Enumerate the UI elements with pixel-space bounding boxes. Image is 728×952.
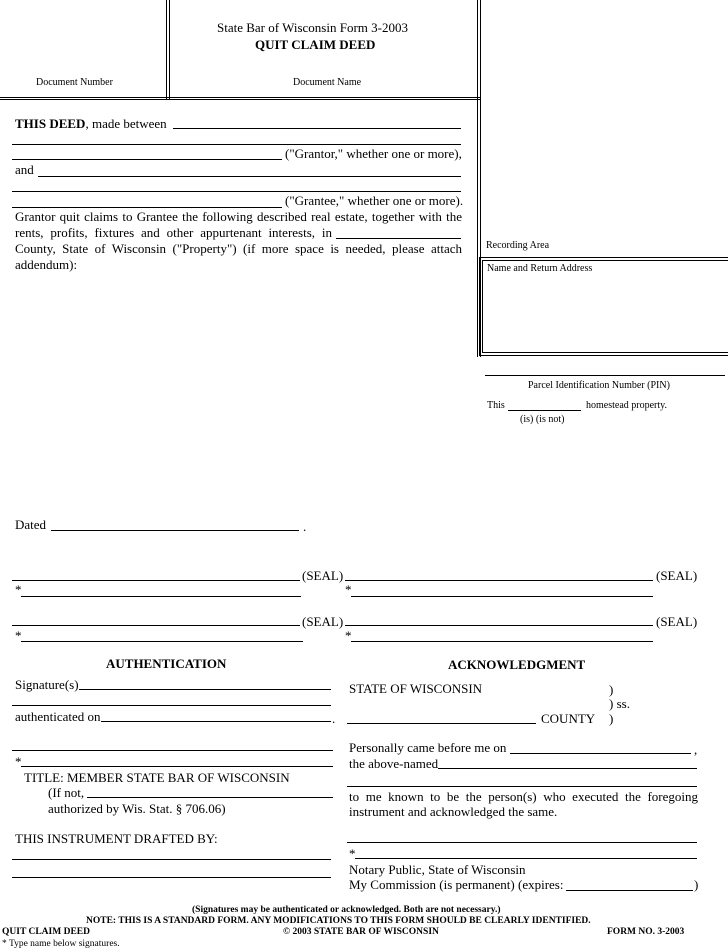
- made-between-input-line[interactable]: [173, 128, 461, 129]
- homestead-label: homestead property.: [586, 400, 667, 411]
- footer-type-name-note: * Type name below signatures.: [2, 939, 120, 949]
- grantee-note: ("Grantee," whether one or more).: [285, 193, 464, 208]
- drafted-by-input-line-1[interactable]: [12, 859, 331, 860]
- document-number-label: Document Number: [36, 77, 113, 88]
- ack-above-named-input-line[interactable]: [438, 768, 697, 769]
- typed-name-line-3[interactable]: [21, 641, 303, 642]
- ack-county-input-line[interactable]: [347, 723, 536, 724]
- typed-name-line-1[interactable]: [21, 596, 301, 597]
- signature-line-2[interactable]: [345, 580, 653, 581]
- footer-standard-form-note: NOTE: THIS IS A STANDARD FORM. ANY MODIFICATIONS TO THIS FORM SHOULD BE CLEARLY IDENTIFIED.: [86, 916, 591, 926]
- header-divider-left: [166, 0, 167, 99]
- drafted-by-label: THIS INSTRUMENT DRAFTED BY:: [15, 831, 218, 846]
- auth-asterisk: *: [15, 754, 22, 769]
- notary-label: Notary Public, State of Wisconsin: [349, 862, 526, 877]
- page-title: QUIT CLAIM DEED: [255, 37, 376, 52]
- footer-form-number: FORM NO. 3-2003: [607, 927, 685, 937]
- auth-authorized: authorized by Wis. Stat. § 706.06): [48, 801, 226, 816]
- auth-if-not: (If not,: [48, 785, 85, 800]
- header-bottom-rule-2: [0, 99, 480, 100]
- document-name-label: Document Name: [293, 77, 362, 88]
- signature-line-4[interactable]: [345, 625, 653, 626]
- ack-paren-1: ): [609, 682, 614, 697]
- grantee-input-line-3[interactable]: [12, 207, 282, 208]
- right-panel-divider: [477, 0, 478, 357]
- seal-label-2: (SEAL): [656, 568, 698, 583]
- homestead-input-line[interactable]: [508, 410, 581, 411]
- ack-above-named: the above-named: [349, 756, 439, 771]
- dated-period: .: [303, 519, 307, 534]
- name-return-label: Name and Return Address: [487, 263, 593, 274]
- authenticated-on-label: authenticated on: [15, 709, 101, 724]
- signature-line-1[interactable]: [12, 580, 300, 581]
- is-isnot-label: (is) (is not): [520, 414, 565, 425]
- auth-signatures-input-line[interactable]: [79, 689, 331, 690]
- county-input-line[interactable]: [336, 238, 461, 239]
- homestead-this-label: This: [487, 400, 505, 411]
- auth-name-line[interactable]: [21, 766, 333, 767]
- footer-copyright: © 2003 STATE BAR OF WISCONSIN: [283, 927, 439, 937]
- this-deed-bold: THIS DEED: [15, 116, 86, 131]
- auth-signer-line[interactable]: [12, 750, 333, 751]
- seal-label-3: (SEAL): [302, 614, 344, 629]
- ack-above-named-input-line-2[interactable]: [347, 786, 697, 787]
- auth-if-not-input-line[interactable]: [87, 797, 333, 798]
- ack-comma: ,: [694, 742, 698, 757]
- ack-known-line-2: instrument and acknowledged the same.: [349, 804, 558, 819]
- property-text-line-4: addendum):: [15, 257, 78, 272]
- property-text-line-1: Grantor quit claims to Grantee the following described real estate, together with the: [15, 209, 462, 224]
- this-deed-line: [15, 116, 167, 132]
- typed-name-line-4[interactable]: [351, 641, 653, 642]
- name-asterisk-3: *: [15, 628, 22, 643]
- authentication-heading: AUTHENTICATION: [106, 656, 227, 671]
- pin-label: Parcel Identification Number (PIN): [528, 380, 670, 391]
- ack-county-label: COUNTY: [541, 711, 596, 726]
- dated-input-line[interactable]: [51, 530, 299, 531]
- made-between-label: , made between: [85, 116, 167, 131]
- ack-personally-came: Personally came before me on: [349, 740, 507, 755]
- grantor-input-line-1[interactable]: [12, 144, 461, 145]
- name-asterisk-4: *: [345, 628, 352, 643]
- commission-close-paren: ): [694, 877, 699, 892]
- name-asterisk-1: *: [15, 582, 22, 597]
- dated-label: Dated: [15, 517, 47, 532]
- grantee-input-line-1[interactable]: [38, 176, 461, 177]
- drafted-by-input-line-2[interactable]: [12, 877, 331, 878]
- seal-label-4: (SEAL): [656, 614, 698, 629]
- auth-title-line: TITLE: MEMBER STATE BAR OF WISCONSIN: [24, 770, 290, 785]
- footer-signature-note: (Signatures may be authenticated or acknowledged. Both are not necessary.): [192, 905, 501, 915]
- ack-state-label: STATE OF WISCONSIN: [349, 681, 483, 696]
- commission-label: My Commission (is permanent) (expires:: [349, 877, 564, 892]
- header-divider-left-2: [169, 0, 170, 99]
- notary-name-line[interactable]: [355, 858, 697, 859]
- typed-name-line-2[interactable]: [351, 596, 653, 597]
- ack-date-input-line[interactable]: [510, 753, 691, 754]
- auth-signatures-label: Signature(s): [15, 677, 79, 692]
- grantee-input-line-2[interactable]: [12, 191, 461, 192]
- property-text-line-3: County, State of Wisconsin ("Property") (if more space is needed, please attach: [15, 241, 462, 256]
- header-bottom-rule: [0, 97, 480, 98]
- auth-signatures-input-line-2[interactable]: [12, 705, 331, 706]
- ack-known-line-1: to me known to be the person(s) who executed the foregoing: [349, 789, 698, 804]
- grantor-input-line-2[interactable]: [12, 159, 282, 160]
- pin-input-line[interactable]: [485, 375, 725, 376]
- seal-label-1: (SEAL): [302, 568, 344, 583]
- ack-paren-2: ): [609, 711, 614, 726]
- authenticated-on-period: .: [332, 711, 336, 726]
- footer-left-title: QUIT CLAIM DEED: [2, 927, 90, 937]
- name-asterisk-2: *: [345, 582, 352, 597]
- ack-ss: ) ss.: [609, 696, 630, 711]
- form-line: State Bar of Wisconsin Form 3-2003: [217, 20, 408, 35]
- notary-asterisk: *: [349, 846, 356, 861]
- commission-input-line[interactable]: [566, 890, 693, 891]
- notary-signature-line[interactable]: [347, 842, 697, 843]
- authenticated-on-input-line[interactable]: [101, 721, 331, 722]
- recording-area-label: Recording Area: [486, 240, 550, 251]
- signature-line-3[interactable]: [12, 625, 300, 626]
- property-text-line-2: rents, profits, fixtures and other appurtenant interests, in: [15, 225, 332, 240]
- and-label: and: [15, 162, 34, 177]
- acknowledgment-heading: ACKNOWLEDGMENT: [448, 657, 586, 672]
- grantor-note: ("Grantor," whether one or more),: [285, 146, 462, 161]
